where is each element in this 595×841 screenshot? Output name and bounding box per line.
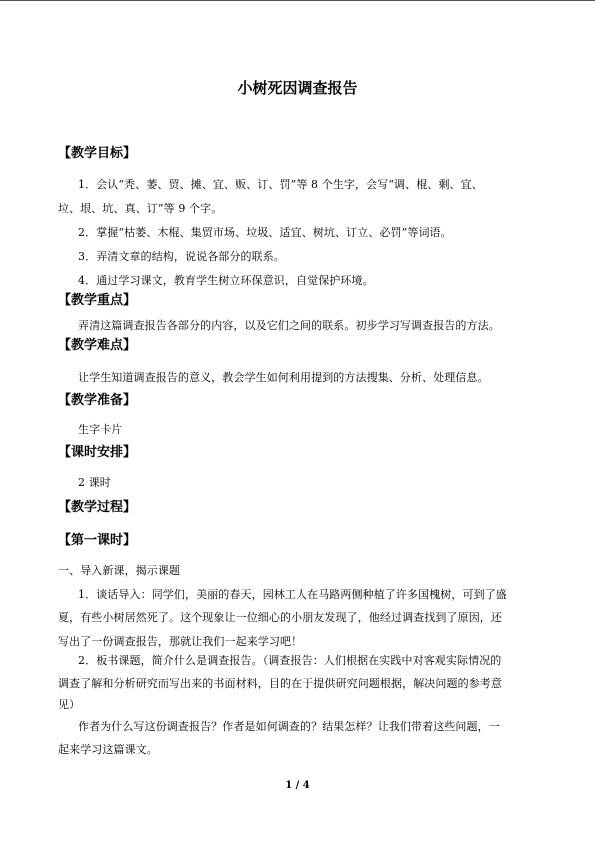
heading-key-points: 【教学重点】: [58, 293, 137, 308]
key-points-text: 弄清这篇调查报告各部分的内容，以及它们之间的联系。初步学习写调查报告的方法。: [78, 319, 500, 332]
heading-lesson-one: 【第一课时】: [58, 533, 137, 548]
goal-line-2: 垃、垠、坑、真、订”等 9 个字。: [58, 202, 223, 215]
goal-line-3: 2．掌握“枯萎、木棍、集贸市场、垃圾、适宜、树坑、订立、必罚”等词语。: [78, 226, 452, 239]
lesson-one-line-8: 作者为什么写这份调查报告？作者是如何调查的？结果怎样？让我们带着这些问题，一: [78, 720, 500, 733]
lesson-one-line-4: 写出了一份调查报告，那就让我们一起来学习吧！: [58, 635, 303, 648]
preparation-text: 生字卡片: [78, 423, 123, 436]
heading-teaching-goals: 【教学目标】: [58, 146, 137, 161]
schedule-text: 2 课时: [78, 476, 111, 489]
goal-line-1: 1．会认“秃、萎、贸、摊、宜、贩、订、罚”等 8 个生字，会写“调、棍、剩、宜、: [78, 178, 483, 191]
lesson-one-line-3: 夏，有些小树居然死了。这个现象让一位细心的小朋友发现了，他经过调查找到了原因，还: [58, 611, 502, 624]
heading-process: 【教学过程】: [58, 500, 137, 515]
heading-schedule: 【课时安排】: [58, 445, 137, 460]
difficulties-text: 让学生知道调查报告的意义，教会学生如何利用提到的方法搜集、分析、处理信息。: [78, 371, 489, 384]
goal-line-4: 3．弄清文章的结构，说说各部分的联系。: [78, 250, 285, 263]
heading-preparation: 【教学准备】: [58, 393, 137, 408]
heading-difficulties: 【教学难点】: [58, 338, 137, 353]
page-number: 1 / 4: [285, 780, 310, 791]
top-border-line: [0, 0, 595, 1]
lesson-one-line-9: 起来学习这篇课文。: [58, 743, 158, 756]
lesson-one-line-7: 见）: [58, 698, 81, 711]
lesson-one-line-1: 一、导入新课，揭示课题: [58, 564, 181, 577]
goal-line-5: 4．通过学习课文，教育学生树立环保意识，自觉保护环境。: [78, 274, 374, 287]
lesson-one-line-5: 2．板书课题，简介什么是调查报告。（调查报告：人们根据在实践中对客观实际情况的: [78, 654, 502, 667]
document-title: 小树死因调查报告: [237, 79, 358, 97]
lesson-one-line-2: 1．谈话导入：同学们，美丽的春天，园林工人在马路两侧种植了许多国槐树，可到了盛: [78, 588, 507, 601]
lesson-one-line-6: 调查了解和分析研究而写出来的书面材料，目的在于提供研究问题根据，解决问题的参考意: [58, 677, 502, 690]
